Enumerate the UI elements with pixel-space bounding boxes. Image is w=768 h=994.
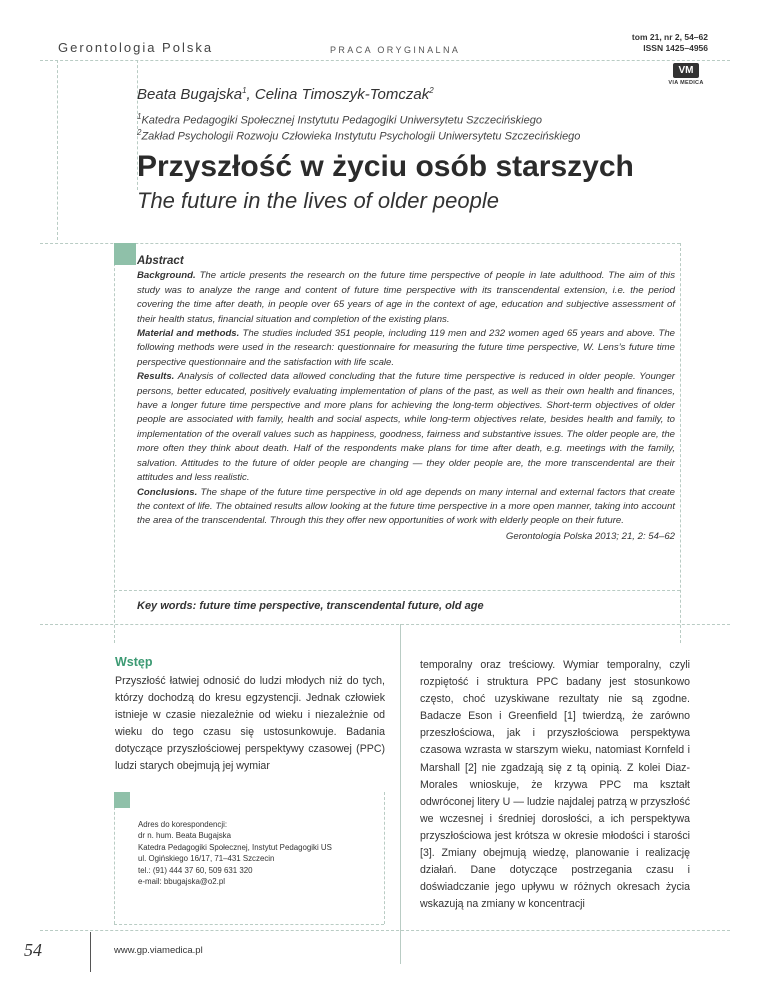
address-line-1: Adres do korespondencji:	[138, 820, 228, 829]
address-line-6: e-mail: bbugajska@o2.pl	[138, 877, 225, 887]
abstract-left-rule	[114, 243, 115, 643]
header-rule	[40, 60, 730, 61]
keywords-bottom-rule	[40, 624, 730, 625]
address-accent-square	[114, 792, 130, 808]
issue-info	[632, 32, 708, 54]
abstract-right-rule	[680, 243, 681, 643]
address-left-rule	[114, 792, 115, 924]
left-margin-rule	[57, 60, 58, 240]
abstract-conclusions	[137, 486, 675, 529]
background-label: Background.	[137, 270, 196, 282]
issue-issn: ISSN 1425–4956	[643, 43, 708, 53]
author-1-sup: 1	[242, 86, 247, 95]
article-type: PRACA ORYGINALNA	[330, 45, 461, 55]
page-number-rule	[90, 932, 91, 972]
affiliation-2-sup: 2	[137, 128, 142, 137]
conclusions-text: The shape of the future time perspective in old age depends on many internal and external factors that create the context of life. The obtained results allow looking at the future time perspective in a more open manner, taking into account the area of the transcendental. Through this they offer new opportunities of work with elderly people on their future.	[137, 486, 675, 527]
abstract	[137, 254, 675, 544]
address-line-3: Katedra Pedagogiki Społecznej, Instytut Pedagogiki US	[138, 842, 332, 852]
address-line-5: tel.: (91) 444 37 60, 509 631 320	[138, 865, 253, 875]
issue-volume: tom 21, nr 2, 54–62	[631, 32, 708, 42]
publisher-logo	[664, 63, 708, 86]
journal-name: Gerontologia Polska	[58, 40, 214, 55]
footer-url: www.gp.viamedica.pl	[114, 945, 203, 956]
introduction-text: Przyszłość łatwiej odnosić do ludzi młodych niż do tych, którzy dochodzą do kresu egzystencji. Jednak człowiek istnieje w czasie niezależnie od wieku i niezależnie od wieku do tego czasu się ustosunkowuje. Badania dotyczące przyszłościowej perspektywy czasowej (PPC) ludzi starych obejmują jej wymiar	[115, 675, 385, 773]
address-line-2: dr n. hum. Beata Bugajska	[138, 831, 231, 841]
column-right	[420, 657, 690, 913]
author-2: Celina Timoszyk-Tomczak	[254, 86, 430, 103]
address-right-rule	[384, 792, 385, 924]
title-english: The future in the lives of older people	[137, 188, 500, 213]
author-line: Beata Bugajska$^1$, Celina Timoszyk-Tomczak$^2$	[137, 86, 434, 103]
keywords-top-rule	[114, 590, 680, 591]
author-1: Beata Bugajska	[137, 86, 243, 103]
column-right-text: temporalny oraz treściowy. Wymiar temporalny, czyli rozpiętość i struktura PPC badany jest stosunkowo często, choć uzyskiwane rezultaty nie są zgodne. Badacze Eson i Greenfield [1] twierdzą, że zarówno przeszłościowa, jak i przyszłościowa perspektywa czasowa wzrasta w starszym wieku, natomiast Kornfeld i Marshall [2] nie zgadzają się z tą opinią. Z kolei Diaz-Morales wnioskuje, że krzywa PPC ma kształt odwróconej litery U — ludzie najdalej patrzą w przyszłość we wczesnej i średniej dorosłości, a ich perspektywa przyszłościowa jest krótsza w okresie młodości i starości [3]. Zmiany obejmują wiedzę, planowanie i realizację działań. Dane dotyczące postrzegania czasu i doświadczanie jego upływu w różnych okresach życia wskazują na zmiany w koncentracji	[420, 659, 690, 911]
results-text: Analysis of collected data allowed concluding that the future time perspective is reduced in older people. Younger persons, better educated, positively evaluating implementation of plans of the past, as well as their own health and finances, have a longer future time perspective and more plans for achieving the long-term objectives. Short-term objectives of older people are associated with family, health and social aspects, while long-term objectives relate, besides health and family, to implementation of the overall values such as happiness, goodness, fairness and substantive issues. The older people are, the more often they think about death. Half of the respondents make plans for time after death, e.g. meetings with the family, salvation. Attitudes to the future of older people are changing — they older people are, the more transcendental are their attitudes and less realistic.	[137, 371, 675, 484]
abstract-results	[137, 370, 675, 485]
column-divider	[400, 624, 401, 964]
publisher-logo-text: VIA MEDICA	[668, 80, 704, 86]
abstract-citation: Gerontologia Polska 2013; 21, 2: 54–62	[505, 530, 675, 542]
column-left	[115, 655, 385, 776]
key-words: Key words: future time perspective, transcendental future, old age	[137, 600, 484, 612]
methods-label: Material and methods.	[137, 328, 240, 340]
affiliation-2-text: Zakład Psychologii Rozwoju Człowieka Instytutu Psychologii Uniwersytetu Szczecińskiego	[141, 130, 581, 143]
footer-rule	[40, 930, 730, 931]
correspondence-address	[138, 819, 332, 887]
abstract-accent-square	[114, 243, 136, 265]
address-line-4: ul. Ogińskiego 16/17, 71–431 Szczecin	[138, 854, 275, 864]
introduction-heading: Wstęp	[115, 655, 153, 669]
publisher-logo-mark: VM	[673, 63, 699, 78]
author-2-sup: 2	[429, 86, 434, 95]
affiliation-1	[137, 112, 542, 127]
background-text: The article presents the research on the future time perspective of people in late adulthood. The aim of this study was to analyze the range and content of future time perspective with its transcendental extension, i.e. the period covering the time after death, in people over 65 years of age in the context of age, education and subjective assessment of their health status, financial situation and completion of the existing plans.	[137, 270, 675, 325]
page-number: 54	[24, 940, 42, 960]
abstract-heading: Abstract	[137, 255, 184, 267]
methods-text: The studies included 351 people, including 119 men and 232 women aged 65 years and above. The following methods were used in the research: questionnaire for measuring the future time perspective, W. Lens’s future time perspective questionnaire and the satisfaction with life scale.	[137, 328, 675, 368]
abstract-background	[137, 269, 675, 327]
abstract-top-rule	[40, 243, 680, 244]
conclusions-label: Conclusions.	[137, 486, 198, 498]
affiliation-1-sup: 1	[137, 112, 142, 121]
abstract-methods	[137, 327, 675, 370]
affiliation-1-text: Katedra Pedagogiki Społecznej Instytutu Pedagogiki Uniwersytetu Szczecińskiego	[141, 114, 542, 127]
affiliation-2	[137, 128, 580, 143]
title-polish: Przyszłość w życiu osób starszych	[137, 150, 634, 183]
results-label: Results.	[137, 371, 175, 383]
address-bottom-rule	[114, 924, 384, 925]
